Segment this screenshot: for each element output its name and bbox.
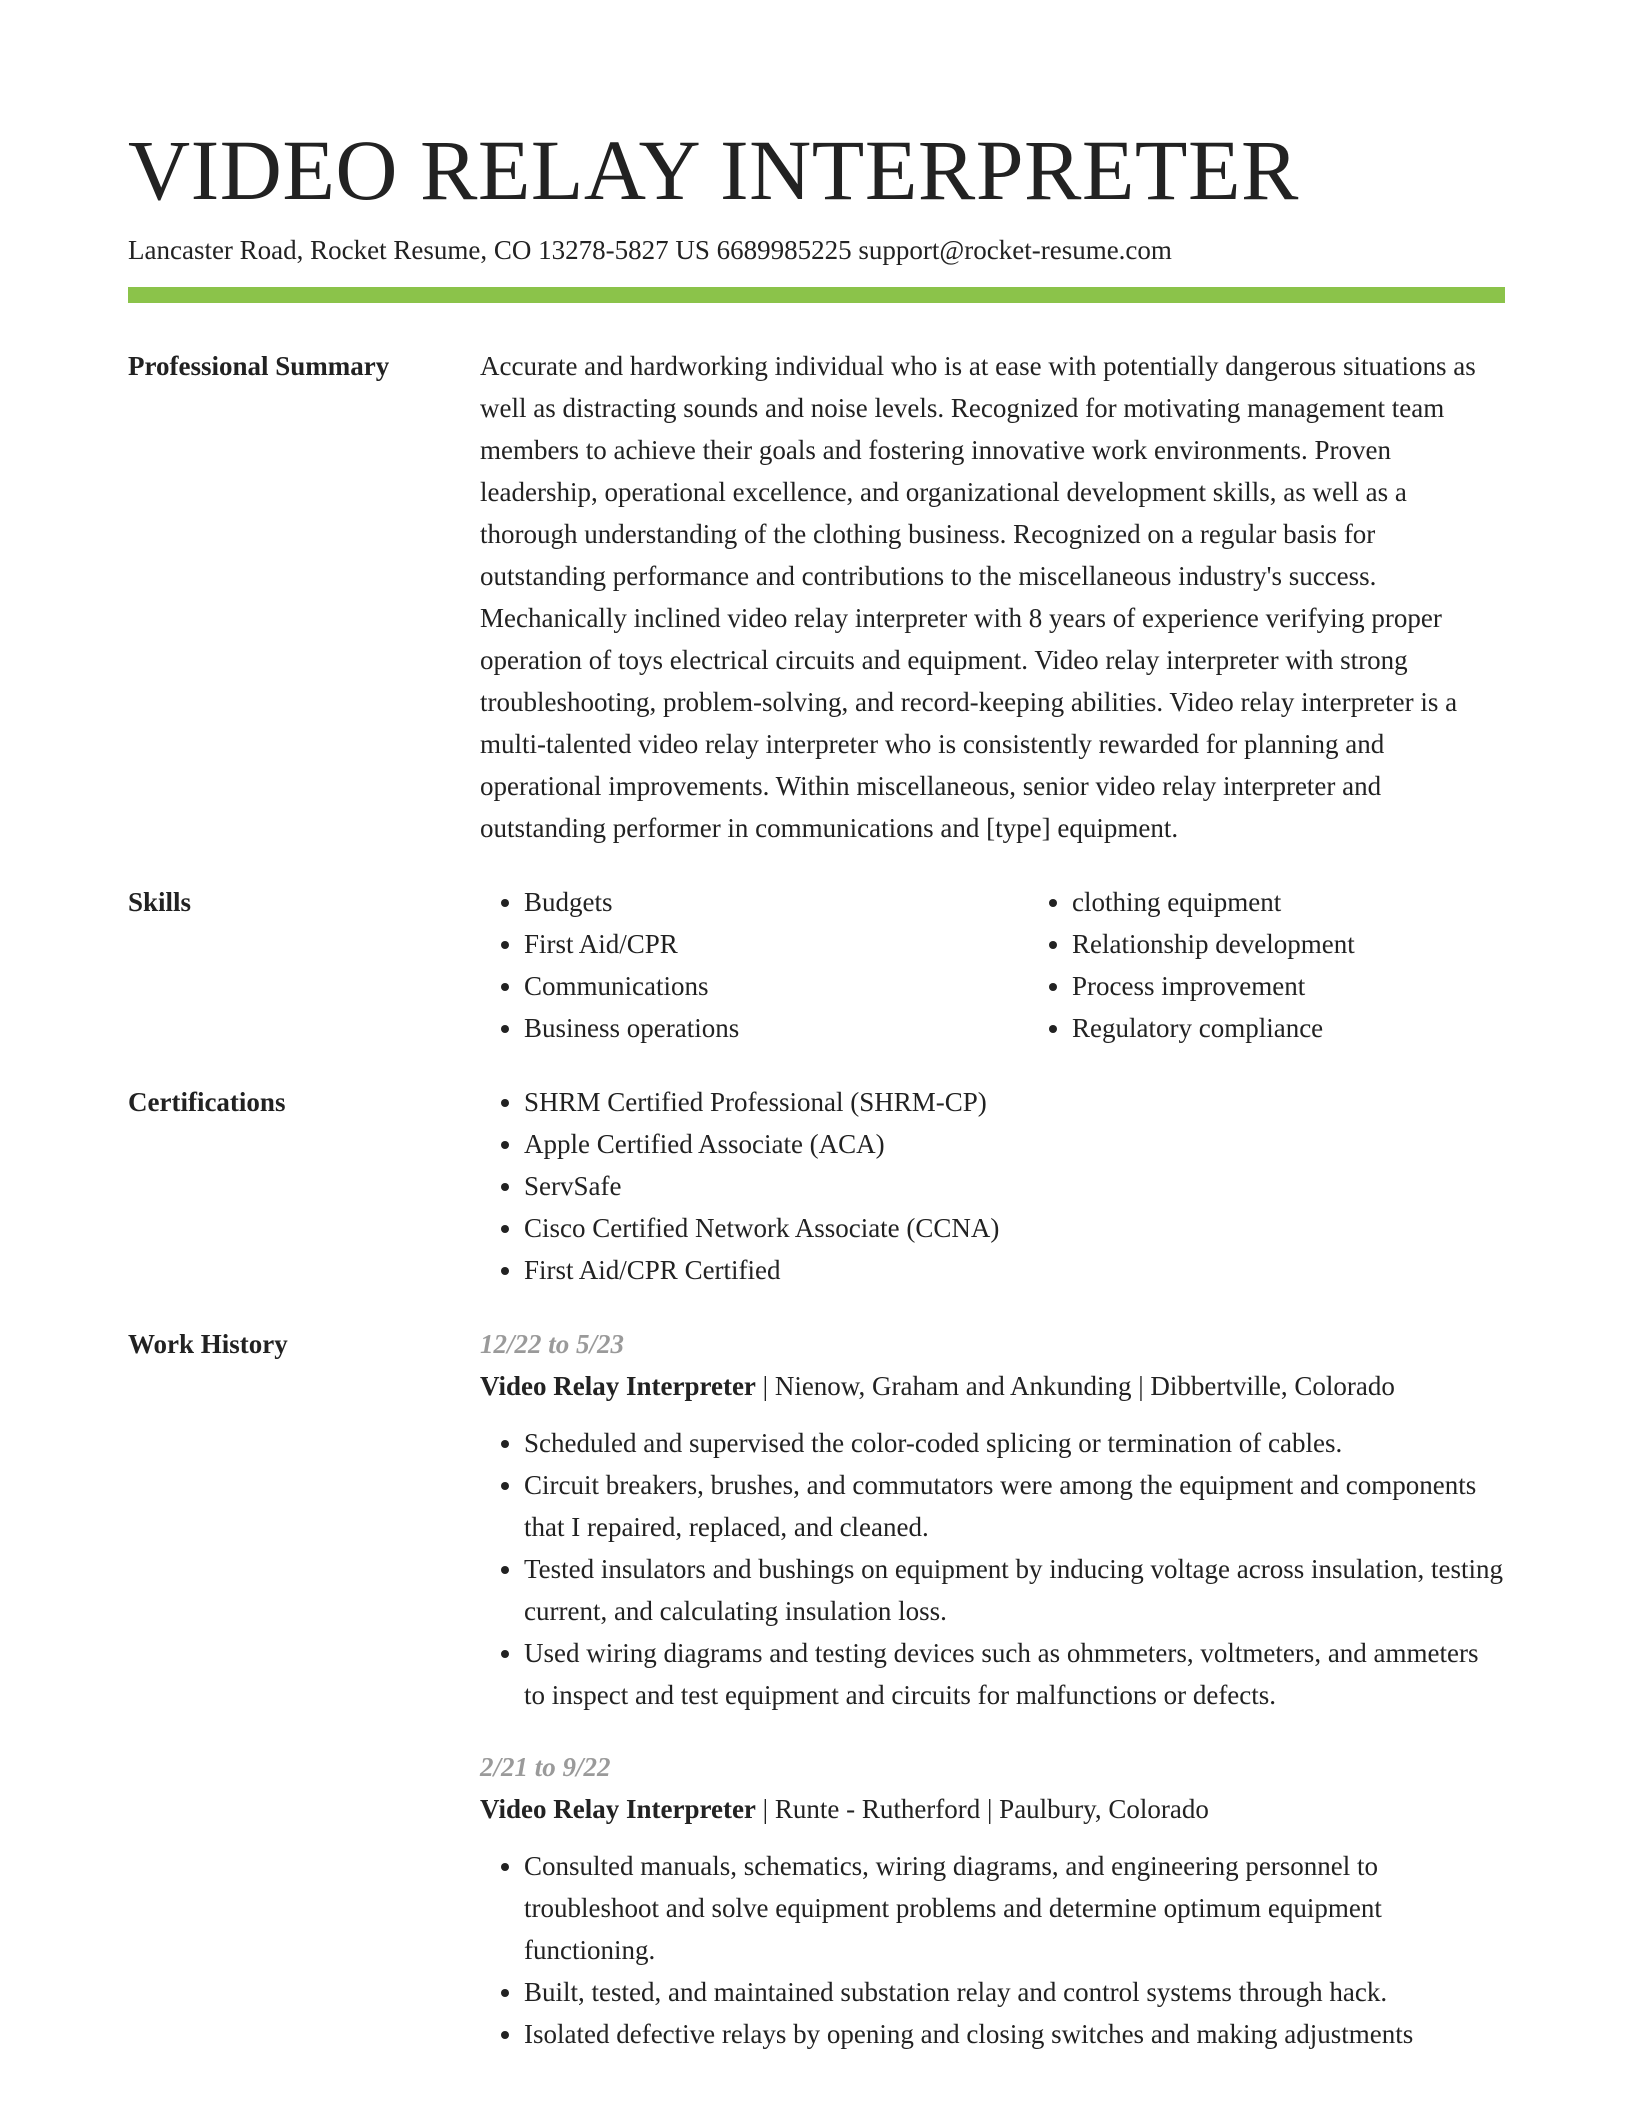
list-item: • Circuit breakers, brushes, and commutators were among the equipment and components that I repaired, replaced, and cleaned. [524, 1464, 1505, 1548]
list-item: • Scheduled and supervised the color-coded splicing or termination of cables. [524, 1422, 1505, 1464]
job-dates: 2/21 to 9/22 [480, 1752, 611, 1782]
work-history-section [128, 1323, 1505, 2055]
list-item: • Tested insulators and bushings on equipment by inducing voltage across insulation, testing current, and calculating insulation loss. [524, 1548, 1505, 1632]
job-entry [480, 1746, 1505, 2055]
list-item: • Apple Certified Associate (ACA) [524, 1123, 1505, 1165]
list-item: • Cisco Certified Network Associate (CCNA) [524, 1207, 1505, 1249]
skills-list-right [1028, 881, 1576, 1049]
section-label-skills: Skills [128, 887, 192, 917]
list-item: • Process improvement [1072, 965, 1576, 1007]
skills-body [480, 881, 1576, 1049]
summary-text: Accurate and hardworking individual who is at ease with potentially dangerous situations as well as distracting sounds and noise levels. Recognized for motivating management team members to achieve their goals and fostering innovative work environments. Proven leadership, operational excellence, and organizational development skills, as well as a thorough understanding of the clothing business. Recognized on a regular basis for outstanding performance and contributions to the miscellaneous industry's success. Mechanically inclined video relay interpreter with 8 years of experience verifying proper operation of toys electrical circuits and equipment. Video relay interpreter with strong troubleshooting, problem-solving, and record-keeping abilities. Video relay interpreter is a multi-talented video relay interpreter who is consistently rewarded for planning and operational improvements. Within miscellaneous, senior video relay interpreter and outstanding performer in communications and [type] equipment. [480, 351, 1476, 843]
list-item: • Budgets [524, 881, 1028, 923]
job-role: Video Relay Interpreter [480, 1794, 756, 1824]
certifications-section [128, 1081, 1505, 1291]
skills-list-left [480, 881, 1028, 1049]
list-item: • SHRM Certified Professional (SHRM-CP) [524, 1081, 1505, 1123]
job-details: | Nienow, Graham and Ankunding | Dibbertville, Colorado [755, 1371, 1395, 1401]
work-history-body [480, 1323, 1505, 2055]
list-item: • ServSafe [524, 1165, 1505, 1207]
summary-body [480, 345, 1505, 849]
job-dates: 12/22 to 5/23 [480, 1329, 625, 1359]
list-item: • Isolated defective relays by opening and closing switches and making adjustments [524, 2013, 1505, 2055]
certifications-body [480, 1081, 1505, 1291]
job-bullets [480, 1845, 1505, 2055]
job-role: Video Relay Interpreter [480, 1371, 756, 1401]
header-divider [128, 287, 1505, 303]
job-bullets [480, 1422, 1505, 1716]
job-entry [480, 1323, 1505, 1716]
skills-section [128, 881, 1505, 1049]
job-details: | Runte - Rutherford | Paulbury, Colorado [755, 1794, 1209, 1824]
resume-title: VIDEO RELAY INTERPRETER [128, 122, 1299, 218]
list-item: • Communications [524, 965, 1028, 1007]
section-label-certifications: Certifications [128, 1087, 286, 1117]
certifications-list [480, 1081, 1505, 1291]
list-item: • Relationship development [1072, 923, 1576, 965]
contact-line: Lancaster Road, Rocket Resume, CO 13278-5827 US 6689985225 support@rocket-resume.com [128, 235, 1172, 265]
list-item: • Regulatory compliance [1072, 1007, 1576, 1049]
list-item: • First Aid/CPR Certified [524, 1249, 1505, 1291]
list-item: • Built, tested, and maintained substation relay and control systems through hack. [524, 1971, 1505, 2013]
list-item: • clothing equipment [1072, 881, 1576, 923]
section-label-summary: Professional Summary [128, 351, 390, 381]
list-item: • Used wiring diagrams and testing devices such as ohmmeters, voltmeters, and ammeters to inspect and test equipment and circuits for malfunctions or defects. [524, 1632, 1505, 1716]
list-item: • First Aid/CPR [524, 923, 1028, 965]
summary-section [128, 345, 1505, 849]
list-item: • Business operations [524, 1007, 1028, 1049]
section-label-work-history: Work History [128, 1329, 288, 1359]
job-heading [480, 1365, 1505, 1407]
list-item: • Consulted manuals, schematics, wiring diagrams, and engineering personnel to troubleshoot and solve equipment problems and determine optimum equipment functioning. [524, 1845, 1505, 1971]
job-heading [480, 1788, 1505, 1830]
